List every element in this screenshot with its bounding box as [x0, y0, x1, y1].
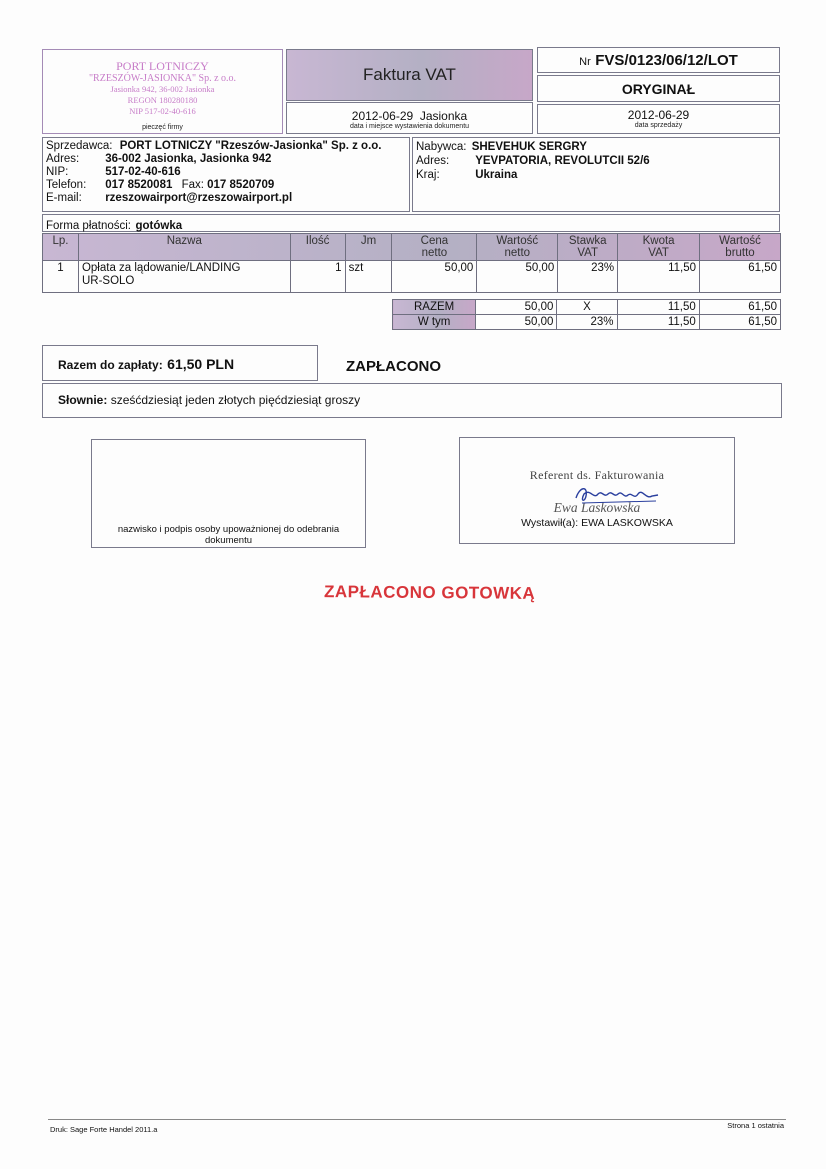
handwritten-signature [572, 484, 662, 506]
referent-signature-name: Ewa Laskowska [553, 500, 641, 515]
of-which-vat-rate: 23% [557, 315, 617, 330]
col-header-vat-amount-2: VAT [648, 247, 669, 259]
col-header-name: Nazwa [78, 234, 290, 261]
total-net-value: 50,00 [476, 300, 557, 315]
col-header-net-price [392, 234, 477, 261]
payment-value: gotówka [135, 220, 183, 232]
buyer-address: YEVPATORIA, REVOLUTCII 52/6 [475, 155, 650, 167]
sale-date-caption: data sprzedaży [634, 122, 683, 129]
stamp-name-line2: "RZESZÓW-JASIONKA" Sp. z o.o. [88, 73, 237, 84]
total-gross: 61,50 [699, 300, 780, 315]
in-words-value: sześćdziesiąt jeden złotych pięćdziesiąt groszy [110, 393, 361, 407]
seller-phone: 017 8520081 [105, 179, 173, 191]
col-header-net-price-1: Cena [420, 235, 449, 247]
cell-lp: 1 [43, 261, 79, 293]
col-header-unit: Jm [345, 234, 392, 261]
col-header-vat-amount [618, 234, 700, 261]
items-table [42, 233, 781, 293]
issue-date: 2012-06-29 Jasionka [351, 109, 468, 123]
cell-vat-rate: 23% [558, 261, 618, 293]
of-which-label: W tym [393, 315, 476, 330]
sale-date-box [537, 104, 780, 134]
amount-due-value: 61,50 PLN [167, 356, 235, 372]
issue-date-caption: data i miejsce wystawienia dokumentu [349, 123, 470, 130]
cell-unit: szt [345, 261, 392, 293]
cell-name-line1: Opłata za lądowanie/LANDING [81, 262, 241, 274]
col-header-net-value [477, 234, 558, 261]
issued-by-value: EWA LASKOWSKA [581, 517, 673, 529]
footer-divider [48, 1119, 786, 1120]
stamp-address: Jasionka 942, 36-002 Jasionka [110, 84, 215, 94]
cell-qty: 1 [290, 261, 345, 293]
of-which-row [393, 315, 781, 330]
payment-box [42, 214, 780, 232]
table-row [43, 261, 781, 293]
footer-right: Strona 1 ostatnia [727, 1121, 784, 1130]
cell-gross: 61,50 [700, 261, 781, 293]
of-which-vat-amount: 11,50 [617, 315, 699, 330]
seller-fax: 017 8520709 [207, 179, 275, 191]
amount-due-label: Razem do zapłaty: [58, 358, 163, 372]
buyer-address-label: Adres: [416, 155, 450, 167]
col-header-vat-amount-1: Kwota [642, 235, 675, 247]
title-box [286, 49, 533, 101]
col-header-lp: Lp. [43, 234, 79, 261]
referent-box [459, 437, 735, 544]
buyer-box [412, 137, 780, 212]
stamp-name-line1: PORT LOTNICZY [116, 59, 209, 73]
table-header-row [43, 234, 781, 261]
stamp-caption: pieczęć firmy [142, 124, 183, 131]
totals-table [392, 299, 781, 330]
in-words-label: Słownie: [58, 393, 108, 407]
receiver-signature-box [91, 439, 366, 548]
of-which-gross: 61,50 [699, 315, 780, 330]
stamp-regon: REGON 180280180 [127, 95, 198, 105]
paid-label: ZAPŁACONO [346, 358, 441, 375]
receiver-caption: nazwisko i podpis osoby upoważnionej do odebrania dokumentu [117, 524, 340, 546]
buyer-country-label: Kraj: [416, 169, 440, 181]
in-words-box [42, 383, 782, 418]
cell-vat-amount: 11,50 [618, 261, 700, 293]
col-header-net-value-2: netto [504, 247, 531, 259]
paid-cash-stamp: ZAPŁACONO GOTOWKĄ [323, 582, 536, 603]
stamp-nip: NIP 517-02-40-616 [129, 106, 196, 116]
col-header-vat-rate-2: VAT [577, 247, 599, 259]
buyer-country: Ukraina [475, 169, 518, 181]
total-vat-amount: 11,50 [617, 300, 699, 315]
payment-label: Forma płatności: [46, 220, 132, 232]
col-header-net-value-1: Wartość [496, 235, 539, 247]
buyer-label: Nabywca: [416, 141, 467, 153]
cell-name [78, 261, 290, 293]
seller-address: 36-002 Jasionka, Jasionka 942 [105, 153, 272, 165]
seller-label: Sprzedawca: [46, 140, 113, 152]
cell-net-price: 50,00 [392, 261, 477, 293]
col-header-vat-rate [558, 234, 618, 261]
document-title: Faktura VAT [363, 65, 456, 84]
total-vat-rate: X [557, 300, 617, 315]
total-label: RAZEM [393, 300, 476, 315]
original-label: ORYGINAŁ [621, 81, 696, 97]
of-which-net-value: 50,00 [476, 315, 557, 330]
col-header-gross [700, 234, 781, 261]
col-header-vat-rate-1: Stawka [568, 235, 607, 247]
invoice-number-box [537, 47, 780, 73]
seller-email-label: E-mail: [46, 192, 82, 204]
issue-date-box [286, 102, 533, 134]
seller-name: PORT LOTNICZY "Rzeszów-Jasionka" Sp. z o.o. [119, 140, 382, 152]
amount-due-box [42, 345, 318, 381]
seller-nip-label: NIP: [46, 166, 69, 178]
company-stamp [43, 60, 282, 117]
cell-name-line2: UR-SOLO [81, 275, 135, 287]
invoice-number: FVS/0123/06/12/LOT [595, 52, 738, 69]
original-box [537, 75, 780, 102]
cell-net-value: 50,00 [477, 261, 558, 293]
sale-date: 2012-06-29 [627, 108, 690, 122]
seller-nip: 517-02-40-616 [105, 166, 181, 178]
col-header-gross-2: brutto [725, 247, 755, 259]
seller-email: rzeszowairport@rzeszowairport.pl [105, 192, 293, 204]
issued-by-label: Wystawił(a): [521, 517, 579, 529]
seller-fax-label: Fax: [181, 179, 204, 191]
referent-title: Referent ds. Fakturowania [529, 468, 665, 482]
col-header-gross-1: Wartość [719, 235, 761, 247]
buyer-name: SHEVEHUK SERGRY [471, 141, 587, 153]
col-header-qty: Ilość [290, 234, 345, 261]
total-row [393, 300, 781, 315]
seller-box [42, 137, 410, 212]
seller-phone-label: Telefon: [46, 179, 87, 191]
company-stamp-box [42, 49, 283, 134]
invoice-number-prefix: Nr [579, 56, 591, 68]
seller-address-label: Adres: [46, 153, 80, 165]
col-header-net-price-2: netto [421, 247, 448, 259]
footer-left: Druk: Sage Forte Handel 2011.a [50, 1125, 158, 1134]
